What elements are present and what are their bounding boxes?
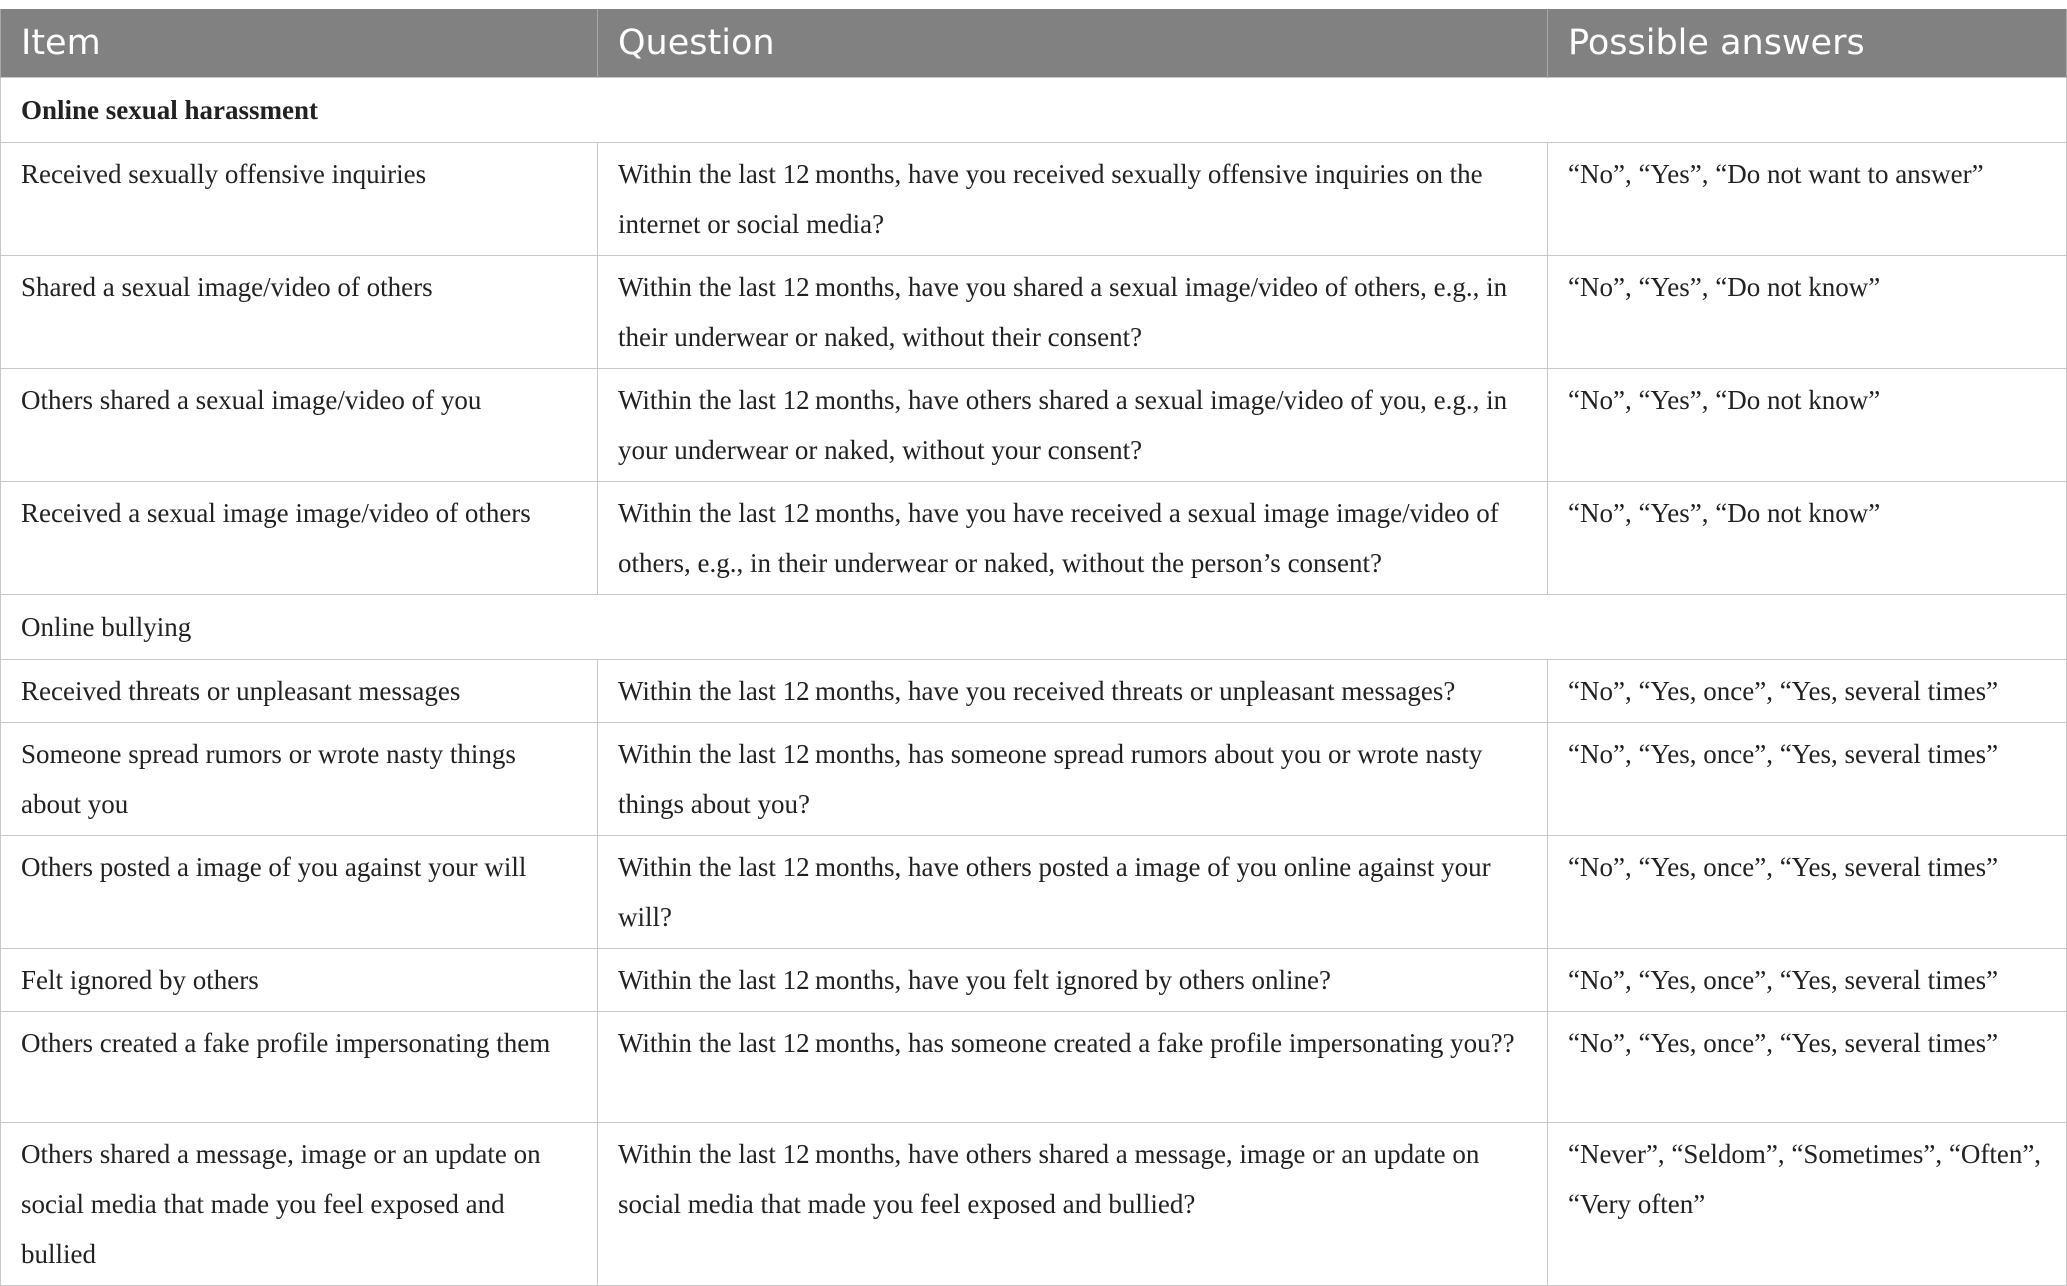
question-cell: Within the last 12 months, has someone spread rumors about you or wrote nasty things about you? bbox=[598, 722, 1548, 835]
answers-cell: “No”, “Yes, once”, “Yes, several times” bbox=[1548, 835, 2067, 948]
question-cell: Within the last 12 months, has someone created a fake profile impersonating you?? bbox=[598, 1011, 1548, 1122]
table-row bbox=[1, 722, 2067, 835]
section-row-bullying bbox=[1, 594, 2067, 659]
table-row bbox=[1, 1011, 2067, 1122]
item-cell: Others created a fake profile impersonating them bbox=[1, 1011, 598, 1122]
section-label-sexual-harassment: Online sexual harassment bbox=[1, 77, 2067, 142]
table-body bbox=[1, 77, 2067, 1285]
header-item: Item bbox=[1, 9, 598, 77]
question-cell: Within the last 12 months, have others shared a message, image or an update on social media that made you feel exposed and bullied? bbox=[598, 1122, 1548, 1285]
item-cell: Received threats or unpleasant messages bbox=[1, 659, 598, 722]
item-cell: Someone spread rumors or wrote nasty things about you bbox=[1, 722, 598, 835]
header-possible-answers: Possible answers bbox=[1548, 9, 2067, 77]
table-row bbox=[1, 835, 2067, 948]
answers-cell: “No”, “Yes, once”, “Yes, several times” bbox=[1548, 1011, 2067, 1122]
question-cell: Within the last 12 months, have others shared a sexual image/video of you, e.g., in your underwear or naked, without your consent? bbox=[598, 368, 1548, 481]
section-label-bullying: Online bullying bbox=[1, 594, 2067, 659]
section-row-sexual-harassment bbox=[1, 77, 2067, 142]
table-row bbox=[1, 481, 2067, 594]
item-cell: Others shared a sexual image/video of you bbox=[1, 368, 598, 481]
survey-items-table bbox=[0, 9, 2067, 1286]
item-cell: Others shared a message, image or an update on social media that made you feel exposed and bullied bbox=[1, 1122, 598, 1285]
answers-cell: “No”, “Yes”, “Do not know” bbox=[1548, 368, 2067, 481]
table-row bbox=[1, 368, 2067, 481]
answers-cell: “No”, “Yes”, “Do not know” bbox=[1548, 481, 2067, 594]
item-cell: Others posted a image of you against your will bbox=[1, 835, 598, 948]
header-question: Question bbox=[598, 9, 1548, 77]
item-cell: Felt ignored by others bbox=[1, 948, 598, 1011]
answers-cell: “Never”, “Seldom”, “Sometimes”, “Often”, “Very often” bbox=[1548, 1122, 2067, 1285]
table-header bbox=[1, 9, 2067, 77]
header-row bbox=[1, 9, 2067, 77]
item-cell: Received a sexual image image/video of others bbox=[1, 481, 598, 594]
answers-cell: “No”, “Yes”, “Do not want to answer” bbox=[1548, 142, 2067, 255]
table-row bbox=[1, 1122, 2067, 1285]
table-row bbox=[1, 142, 2067, 255]
question-cell: Within the last 12 months, have you have received a sexual image image/video of others, e.g., in their underwear or naked, without the person’s consent? bbox=[598, 481, 1548, 594]
answers-cell: “No”, “Yes”, “Do not know” bbox=[1548, 255, 2067, 368]
answers-cell: “No”, “Yes, once”, “Yes, several times” bbox=[1548, 948, 2067, 1011]
table-row bbox=[1, 948, 2067, 1011]
table-row bbox=[1, 659, 2067, 722]
answers-cell: “No”, “Yes, once”, “Yes, several times” bbox=[1548, 659, 2067, 722]
question-cell: Within the last 12 months, have you shared a sexual image/video of others, e.g., in their underwear or naked, without their consent? bbox=[598, 255, 1548, 368]
question-cell: Within the last 12 months, have you received sexually offensive inquiries on the internet or social media? bbox=[598, 142, 1548, 255]
item-cell: Received sexually offensive inquiries bbox=[1, 142, 598, 255]
table-row bbox=[1, 255, 2067, 368]
question-cell: Within the last 12 months, have others posted a image of you online against your will? bbox=[598, 835, 1548, 948]
question-cell: Within the last 12 months, have you received threats or unpleasant messages? bbox=[598, 659, 1548, 722]
answers-cell: “No”, “Yes, once”, “Yes, several times” bbox=[1548, 722, 2067, 835]
question-cell: Within the last 12 months, have you felt ignored by others online? bbox=[598, 948, 1548, 1011]
survey-items-table-container bbox=[0, 9, 2066, 1286]
item-cell: Shared a sexual image/video of others bbox=[1, 255, 598, 368]
